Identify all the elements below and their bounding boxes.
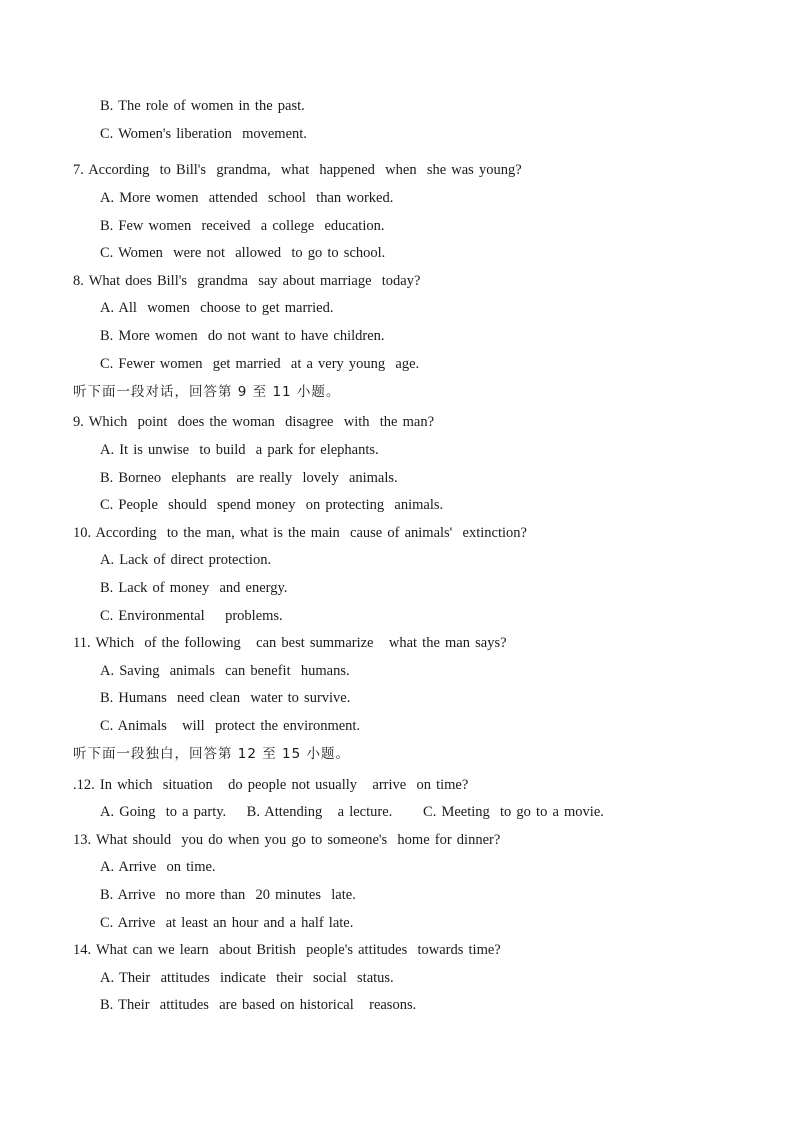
q9-option-a: A. It is unwise to build a park for elephants. xyxy=(100,442,379,458)
q10-option-b: B. Lack of money and energy. xyxy=(100,580,288,596)
section-instruction-12-15: 听下面一段独白，回答第 12 至 15 小题。 xyxy=(73,746,351,762)
q11-option-a: A. Saving animals can benefit humans. xyxy=(100,663,350,679)
q13-option-c: C. Arrive at least an hour and a half late. xyxy=(100,915,354,931)
q14-option-b: B. Their attitudes are based on historical reasons. xyxy=(100,997,417,1013)
q10-option-a: A. Lack of direct protection. xyxy=(100,552,272,568)
question-8: 8. What does Bill's grandma say about marriage today? xyxy=(73,273,421,289)
q10-option-c: C. Environmental problems. xyxy=(100,608,283,624)
q13-option-b: B. Arrive no more than 20 minutes late. xyxy=(100,887,356,903)
q8-option-c: C. Fewer women get married at a very young age. xyxy=(100,356,420,372)
q6-option-c: C. Women's liberation movement. xyxy=(100,126,307,142)
q12-options: A. Going to a party. B. Attending a lecture. C. Meeting to go to a movie. xyxy=(100,804,604,820)
question-9: 9. Which point does the woman disagree with the man? xyxy=(73,414,434,430)
q13-option-a: A. Arrive on time. xyxy=(100,859,216,875)
q9-option-c: C. People should spend money on protecting animals. xyxy=(100,497,444,513)
q7-option-a: A. More women attended school than worked. xyxy=(100,190,394,206)
question-14: 14. What can we learn about British people's attitudes towards time? xyxy=(73,942,501,958)
q11-option-b: B. Humans need clean water to survive. xyxy=(100,690,351,706)
question-12: .12. In which situation do people not usually arrive on time? xyxy=(73,777,469,793)
section-instruction-9-11: 听下面一段对话，回答第 9 至 11 小题。 xyxy=(73,384,341,400)
q14-option-a: A. Their attitudes indicate their social status. xyxy=(100,970,394,986)
q8-option-b: B. More women do not want to have children. xyxy=(100,328,385,344)
question-11: 11. Which of the following can best summarize what the man says? xyxy=(73,635,507,651)
question-13: 13. What should you do when you go to someone's home for dinner? xyxy=(73,832,501,848)
q9-option-b: B. Borneo elephants are really lovely animals. xyxy=(100,470,398,486)
q8-option-a: A. All women choose to get married. xyxy=(100,300,334,316)
question-10: 10. According to the man, what is the main cause of animals' extinction? xyxy=(73,525,527,541)
q6-option-b: B. The role of women in the past. xyxy=(100,98,305,114)
question-7: 7. According to Bill's grandma, what happened when she was young? xyxy=(73,162,522,178)
q11-option-c: C. Animals will protect the environment. xyxy=(100,718,361,734)
q7-option-b: B. Few women received a college education. xyxy=(100,218,385,234)
q7-option-c: C. Women were not allowed to go to school. xyxy=(100,245,386,261)
